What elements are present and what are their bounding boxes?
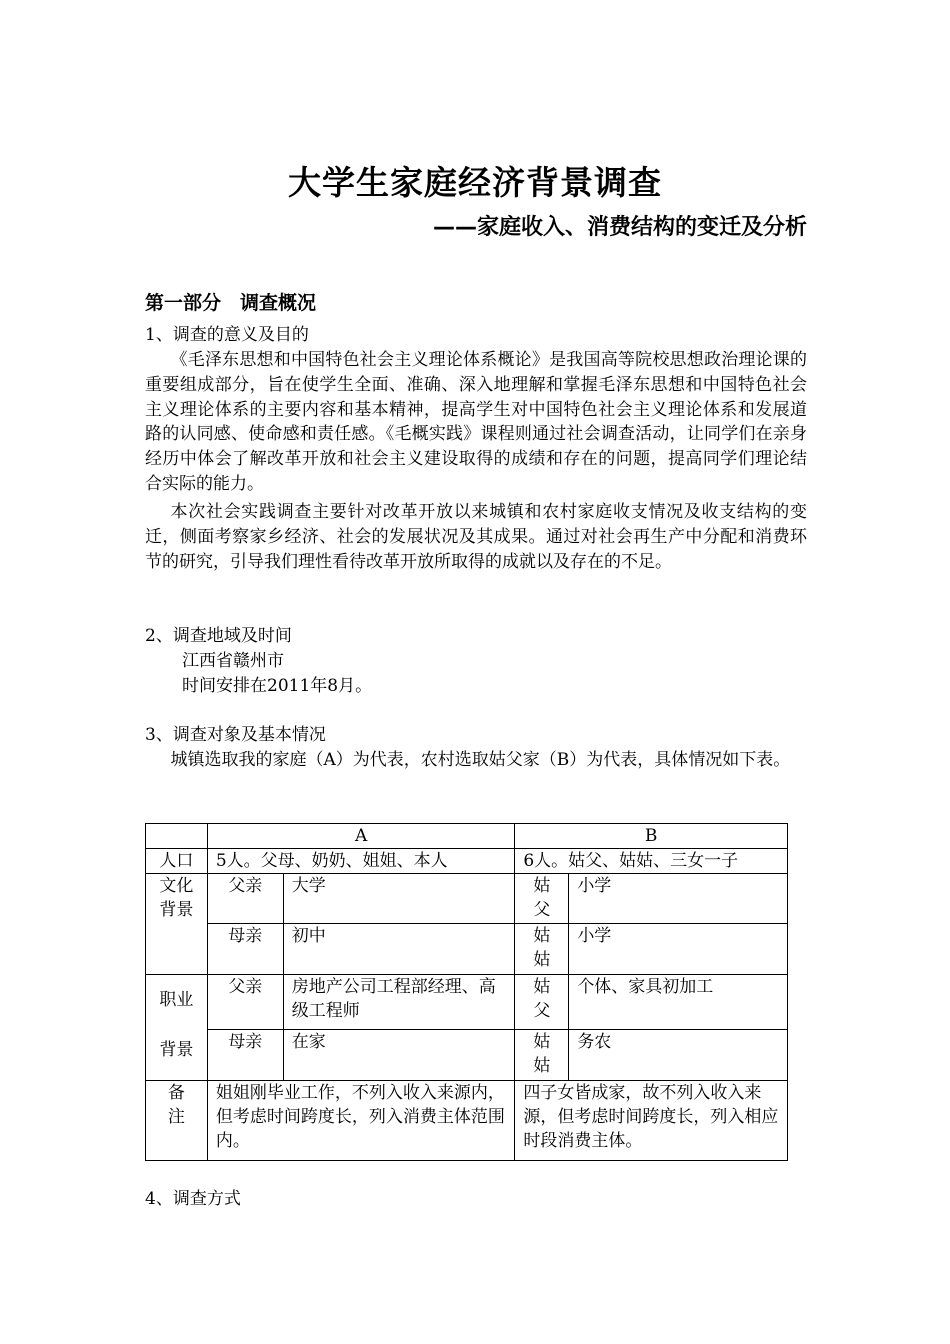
education-mother: 初中	[283, 924, 515, 975]
paragraph-purpose-2: 本次社会实践调查主要针对改革开放以来城镇和农村家庭收支情况及收支结构的变迁，侧面考察家乡经济、社会的发展状况及其成果。通过对社会再生产中分配和消费环节的研究，引导我们理性看待改革开放所取得的成就以及存在的不足。	[145, 502, 807, 572]
education-father: 大学	[283, 874, 515, 924]
family-info-table	[145, 823, 788, 1161]
remark-a: 姐姐刚毕业工作，不列入收入来源内，但考虑时间跨度长，列入消费主体范围内。	[207, 1081, 514, 1161]
paragraph-purpose-1: 《毛泽东思想和中国特色社会主义理论体系概论》是我国高等院校思想政治理论课的重要组成部分，旨在使学生全面、准确、深入地理解和掌握毛泽东思想和中国特色社会主义理论体系的主要内容和基本精神，提高学生对中国特色社会主义理论体系和发展道路的认同感、使命感和责任感。《毛概实践》课程则通过社会调查活动，让同学们在亲身经历中体会了解改革开放和社会主义建设取得的成绩和存在的问题，提高同学们理论结合实际的能力。	[145, 350, 807, 494]
column-header-a: A	[207, 824, 514, 849]
heading-method: 4、调查方式	[145, 1189, 241, 1209]
population-b: 6人。姑父、姑姑、三女一子	[515, 849, 788, 874]
table-corner-cell	[146, 824, 208, 849]
survey-place: 江西省赣州市	[182, 651, 284, 671]
occupation-uncle: 个体、家具初加工	[569, 975, 788, 1030]
role-aunt: 姑姑	[515, 1030, 569, 1081]
occupation-mother: 在家	[283, 1030, 515, 1081]
table-row	[146, 1030, 788, 1081]
occupation-father: 房地产公司工程部经理、高级工程师	[283, 975, 515, 1030]
heading-region-time: 2、调查地域及时间	[145, 626, 292, 646]
row-label-education: 文化背景	[146, 874, 208, 975]
table-row	[146, 824, 788, 849]
paragraph-subjects: 城镇选取我的家庭（A）为代表，农村选取姑父家（B）为代表，具体情况如下表。	[170, 750, 791, 770]
document-subtitle: ——家庭收入、消费结构的变迁及分析	[432, 215, 807, 240]
education-uncle: 小学	[569, 874, 788, 924]
occupation-aunt: 务农	[569, 1030, 788, 1081]
table-row	[146, 849, 788, 874]
table-row	[146, 1081, 788, 1161]
survey-time: 时间安排在2011年8月。	[182, 676, 373, 696]
population-a: 5人。父母、奶奶、姐姐、本人	[207, 849, 514, 874]
heading-purpose: 1、调查的意义及目的	[145, 325, 309, 345]
table-row	[146, 874, 788, 924]
role-uncle: 姑父	[515, 975, 569, 1030]
row-label-remark: 备注	[146, 1081, 208, 1161]
role-mother: 母亲	[207, 1030, 283, 1081]
row-label-occupation: 职业背景	[146, 975, 208, 1081]
role-aunt: 姑姑	[515, 924, 569, 975]
remark-b: 四子女皆成家，故不列入收入来源，但考虑时间跨度长，列入相应时段消费主体。	[515, 1081, 788, 1161]
role-father: 父亲	[207, 874, 283, 924]
role-mother: 母亲	[207, 924, 283, 975]
role-father: 父亲	[207, 975, 283, 1030]
row-label-population: 人口	[146, 849, 208, 874]
education-aunt: 小学	[569, 924, 788, 975]
heading-subjects: 3、调查对象及基本情况	[145, 725, 326, 745]
table-row	[146, 924, 788, 975]
section-heading-part-one: 第一部分 调查概况	[145, 292, 317, 314]
document-title: 大学生家庭经济背景调查	[288, 163, 662, 202]
role-uncle: 姑父	[515, 874, 569, 924]
table-row	[146, 975, 788, 1030]
column-header-b: B	[515, 824, 788, 849]
